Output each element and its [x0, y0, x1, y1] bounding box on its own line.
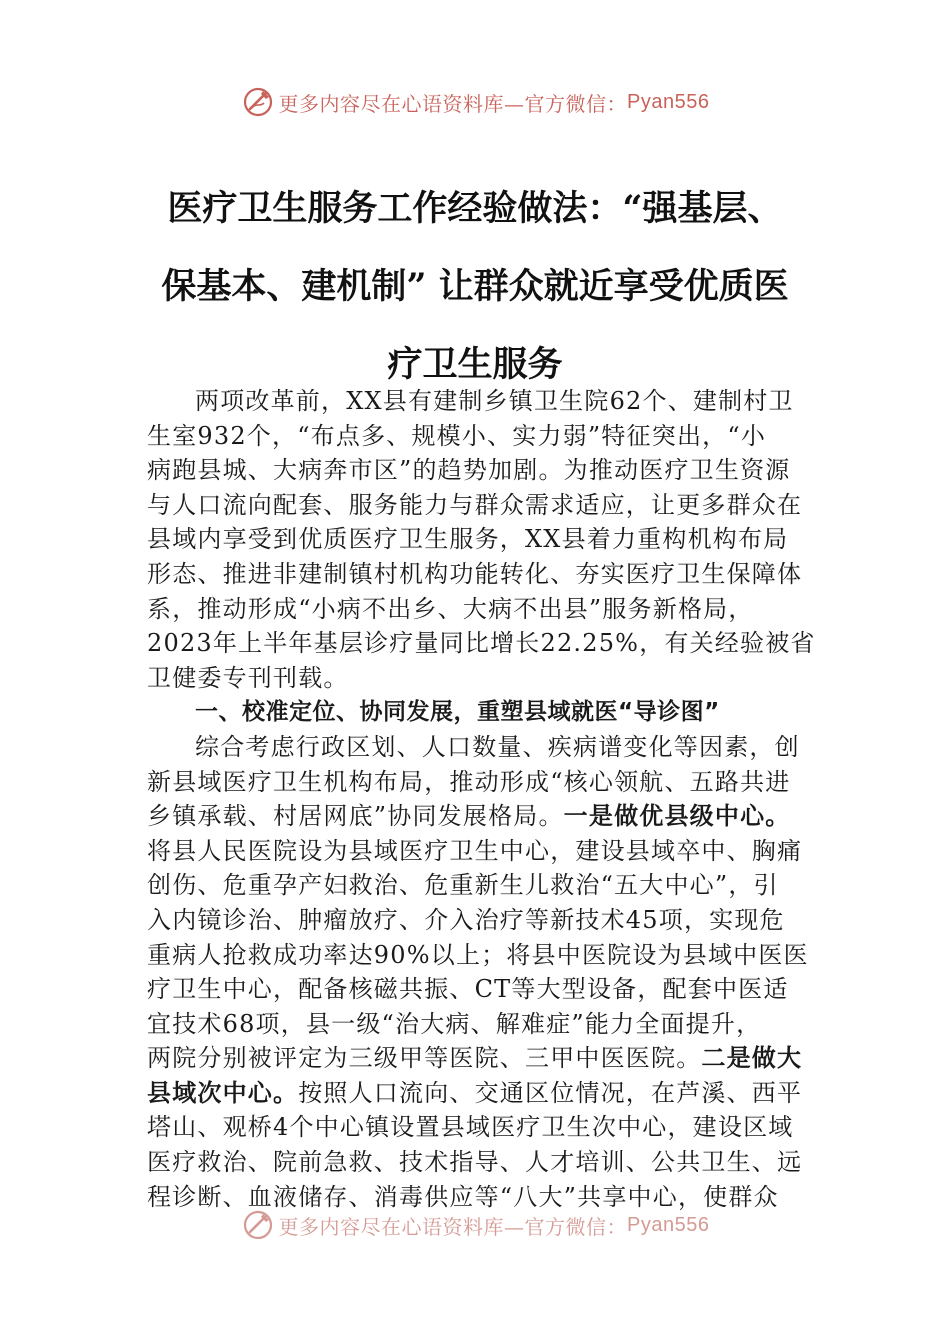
text-line: 医疗救治、院前急救、技术指导、人才培训、公共卫生、远 [147, 1148, 803, 1177]
text-line: 重病人抢救成功率达90%以上；将县中医院设为县域中医医 [147, 940, 809, 969]
text-line: 生室932个，“布点多、规模小、实力弱”特征突出，“小 [147, 421, 767, 450]
watermark-handle: Pyan556 [627, 90, 710, 113]
watermark-banner-bottom [0, 1205, 950, 1245]
text-line: 程诊断、血液储存、消毒供应等“八大”共享中心，使群众 [147, 1182, 779, 1211]
text-line: 病跑县城、大病奔市区”的趋势加剧。为推动医疗卫生资源 [147, 456, 791, 485]
bold-point: 县域次中心。 [147, 1078, 299, 1107]
watermark-banner-top [0, 82, 950, 122]
text-line: 宜技术68项，县一级“治大病、解难症”能力全面提升， [147, 1009, 762, 1038]
text-line: 卫健委专刊刊载。 [147, 663, 349, 692]
text-segment: 两院分别被评定为三级甲等医院、三甲中医医院。 [147, 1044, 702, 1073]
document-title [140, 170, 810, 404]
text-line: 创伤、危重孕产妇救治、危重新生儿救治“五大中心”，引 [147, 871, 779, 900]
text-line: 新县域医疗卫生机构布局，推动形成“核心领航、五路共进 [147, 767, 791, 796]
text-line: 综合考虑行政区划、人口数量、疾病谱变化等因素，创 [195, 732, 800, 761]
paragraph-section1 [147, 730, 809, 1214]
bold-point: 二是做大 [701, 1044, 803, 1073]
title-line: 医疗卫生服务工作经验做法：“强基层、 [167, 188, 783, 229]
text-line [147, 799, 809, 834]
watermark-text: 更多内容尽在心语资料库—官方微信： [278, 91, 628, 116]
title-line: 保基本、建机制” 让群众就近享受优质医 [161, 266, 789, 307]
paragraph-intro [147, 384, 816, 695]
pen-logo-icon [241, 85, 275, 119]
text-segment: 按照人口流向、交通区位情况，在芦溪、西平 [298, 1078, 803, 1107]
text-line [147, 1041, 809, 1076]
pen-logo-icon [241, 1208, 275, 1242]
text-line: 疗卫生中心，配备核磁共振、CT等大型设备，配套中医适 [147, 975, 789, 1004]
watermark-handle: Pyan556 [627, 1213, 710, 1236]
text-line: 塔山、观桥4个中心镇设置县域医疗卫生次中心，建设区域 [147, 1113, 794, 1142]
document-body [147, 384, 816, 1214]
watermark-text: 更多内容尽在心语资料库—官方微信： [278, 1214, 628, 1239]
title-line: 疗卫生服务 [387, 344, 563, 385]
text-line: 将县人民医院设为县域医疗卫生中心，建设县域卒中、胸痛 [147, 836, 803, 865]
text-line: 与人口流向配套、服务能力与群众需求适应，让更多群众在 [147, 490, 803, 519]
text-line: 2023年上半年基层诊疗量同比增长22.25%，有关经验被省 [147, 629, 816, 658]
text-line: 入内镜诊治、肿瘤放疗、介入治疗等新技术45项，实现危 [147, 905, 785, 934]
text-segment: 乡镇承载、村居网底”协同发展格局。 [147, 802, 564, 831]
text-line: 县域内享受到优质医疗卫生服务，XX县着力重构机构布局 [147, 525, 789, 554]
text-line: 两项改革前，XX县有建制乡镇卫生院62个、建制村卫 [195, 387, 794, 415]
section-heading: 一、校准定位、协同发展，重塑县域就医“导诊图” [195, 699, 720, 726]
text-line [147, 1076, 809, 1111]
text-line: 系，推动形成“小病不出乡、大病不出县”服务新格局， [147, 594, 754, 623]
text-line: 形态、推进非建制镇村机构功能转化、夯实医疗卫生保障体 [147, 559, 803, 588]
bold-point: 一是做优县级中心。 [563, 802, 791, 831]
